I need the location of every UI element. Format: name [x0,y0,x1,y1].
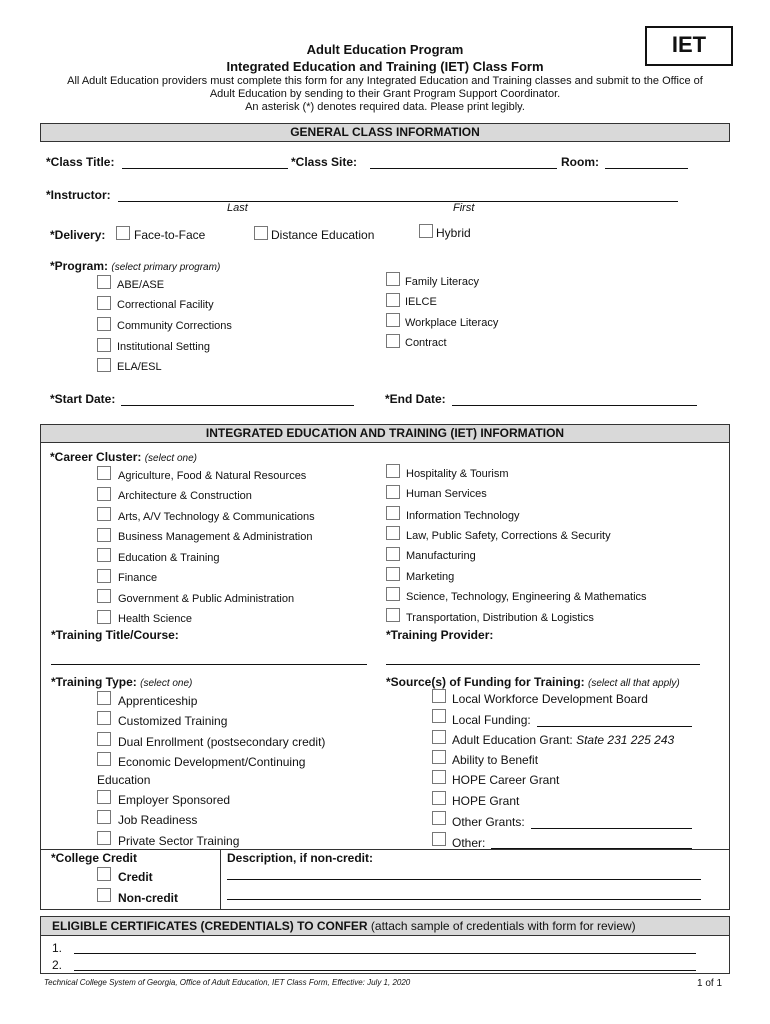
type-economic-label-wrap: Education [97,773,151,787]
description-label: Description, if non-credit: [227,851,374,865]
cluster-transportation-checkbox[interactable] [386,608,400,622]
cluster-business-checkbox[interactable] [97,528,111,542]
cluster-education-label: Education & Training [118,552,220,564]
program-ielce-label: IELCE [405,296,437,308]
funding-hope-career-checkbox[interactable] [432,770,446,784]
delivery-hybrid-label: Hybrid [436,226,471,240]
type-job-readiness-label: Job Readiness [118,813,198,827]
page-number: 1 of 1 [697,978,723,989]
program-workplace-checkbox[interactable] [386,313,400,327]
type-private-sector-label: Private Sector Training [118,834,240,848]
program-workplace-label: Workplace Literacy [405,317,499,329]
program-family-label: Family Literacy [405,276,479,288]
funding-workforce-label: Local Workforce Development Board [452,692,648,706]
funding-workforce-checkbox[interactable] [432,689,446,703]
room-field[interactable] [605,168,688,169]
type-economic-label: Economic Development/Continuing [118,755,306,769]
cluster-law-label: Law, Public Safety, Corrections & Security [406,530,611,542]
program-label: *Program: [50,259,109,273]
cluster-finance-label: Finance [118,572,158,584]
type-apprenticeship-checkbox[interactable] [97,691,111,705]
funding-other-grants-label: Other Grants: [452,815,525,829]
funding-hope-career-label: HOPE Career Grant [452,773,560,787]
program-heading [50,259,220,273]
cluster-finance-checkbox[interactable] [97,569,111,583]
cluster-stem-checkbox[interactable] [386,587,400,601]
cluster-health-checkbox[interactable] [97,610,111,624]
cluster-manufacturing-checkbox[interactable] [386,547,400,561]
delivery-distance-label: Distance Education [271,228,375,242]
description-line-1[interactable] [227,879,701,880]
intro-line-3: An asterisk (*) denotes required data. Please print legibly. [245,101,525,113]
cluster-government-label: Government & Public Administration [118,593,295,605]
funding-hope-grant-checkbox[interactable] [432,791,446,805]
first-name-caption: First [453,202,475,214]
funding-heading [386,675,680,689]
funding-ae-grant-numbers: State 231 225 243 [576,733,675,747]
program-ela-label: ELA/ESL [117,361,162,373]
cluster-arts-label: Arts, A/V Technology & Communications [118,511,315,523]
class-site-field[interactable] [370,168,557,169]
delivery-label: *Delivery: [50,228,106,242]
type-job-readiness-checkbox[interactable] [97,810,111,824]
cluster-health-label: Health Science [118,613,192,625]
funding-note: (select all that apply) [588,678,680,689]
cluster-human-services-label: Human Services [406,488,487,500]
type-private-sector-checkbox[interactable] [97,831,111,845]
cluster-agriculture-checkbox[interactable] [97,466,111,480]
funding-other-grants-checkbox[interactable] [432,811,446,825]
career-cluster-heading [50,450,197,464]
funding-label: *Source(s) of Funding for Training: [386,675,585,689]
program-family-checkbox[interactable] [386,272,400,286]
funding-hope-grant-label: HOPE Grant [452,794,520,808]
general-banner: GENERAL CLASS INFORMATION [40,123,730,142]
funding-ae-grant-label [452,733,674,747]
instructor-field[interactable] [118,201,678,202]
program-community-label: Community Corrections [117,320,232,332]
training-title-label: *Training Title/Course: [51,628,179,642]
form-subtitle: Integrated Education and Training (IET) Class Form [226,59,544,74]
program-abe-label: ABE/ASE [117,279,165,291]
delivery-face-checkbox[interactable] [116,226,130,240]
type-customized-label: Customized Training [118,714,228,728]
intro-line-1: All Adult Education providers must complete this form for any Integrated Education and Training classes and submit to the Office of [67,75,703,87]
cluster-arts-checkbox[interactable] [97,507,111,521]
cluster-it-label: Information Technology [406,510,520,522]
start-date-label: *Start Date: [50,392,116,406]
instructor-label: *Instructor: [46,188,111,202]
footer-text: Technical College System of Georgia, Office of Adult Education, IET Class Form, Effective: July 1, 2020 [44,978,411,987]
funding-ae-grant-text: Adult Education Grant: [452,733,577,747]
form-title: Adult Education Program [306,42,464,57]
program-contract-checkbox[interactable] [386,334,400,348]
class-title-field[interactable] [122,168,288,169]
credit-checkbox[interactable] [97,867,111,881]
program-institutional-label: Institutional Setting [117,341,210,353]
type-employer-checkbox[interactable] [97,790,111,804]
cluster-architecture-label: Architecture & Construction [118,490,252,502]
type-dual-enrollment-label: Dual Enrollment (postsecondary credit) [118,735,326,749]
program-ielce-checkbox[interactable] [386,293,400,307]
delivery-hybrid-checkbox[interactable] [419,224,433,238]
funding-other-label: Other: [452,836,486,850]
credit-table-divider [220,849,221,909]
program-abe-checkbox[interactable] [97,275,111,289]
cluster-law-checkbox[interactable] [386,526,400,540]
funding-other-checkbox[interactable] [432,832,446,846]
training-provider-field[interactable] [386,664,700,665]
end-date-label: *End Date: [385,392,446,406]
program-contract-label: Contract [405,337,447,349]
certificates-banner-title: ELIGIBLE CERTIFICATES (CREDENTIALS) TO CONFER [52,919,368,933]
certificate-row-1-label: 1. [52,941,63,955]
cluster-manufacturing-label: Manufacturing [406,550,476,562]
cluster-marketing-checkbox[interactable] [386,567,400,581]
type-customized-checkbox[interactable] [97,711,111,725]
training-title-field[interactable] [51,664,367,665]
cluster-hospitality-label: Hospitality & Tourism [406,468,509,480]
cluster-transportation-label: Transportation, Distribution & Logistics [406,612,594,624]
funding-local-field[interactable] [537,726,692,727]
end-date-field[interactable] [452,405,697,406]
cluster-government-checkbox[interactable] [97,589,111,603]
program-community-checkbox[interactable] [97,317,111,331]
type-economic-checkbox[interactable] [97,752,111,766]
cluster-human-services-checkbox[interactable] [386,485,400,499]
funding-ae-grant-checkbox[interactable] [432,730,446,744]
iet-banner: INTEGRATED EDUCATION AND TRAINING (IET) INFORMATION [40,424,730,443]
certificate-row-2-label: 2. [52,958,63,972]
program-institutional-checkbox[interactable] [97,338,111,352]
career-cluster-label: *Career Cluster: [50,450,142,464]
cluster-architecture-checkbox[interactable] [97,487,111,501]
class-title-label: *Class Title: [46,155,115,169]
intro-line-2: Adult Education by sending to their Grant Program Support Coordinator. [209,88,561,100]
non-credit-label: Non-credit [118,891,178,905]
funding-atb-checkbox[interactable] [432,750,446,764]
iet-badge: IET [645,26,733,66]
cluster-business-label: Business Management & Administration [118,531,313,543]
program-correctional-checkbox[interactable] [97,296,111,310]
last-name-caption: Last [227,202,248,214]
career-cluster-note: (select one) [144,453,197,464]
certificate-row-2-field[interactable] [74,970,696,971]
start-date-field[interactable] [121,405,354,406]
cluster-education-checkbox[interactable] [97,548,111,562]
type-employer-label: Employer Sponsored [118,793,231,807]
funding-local-checkbox[interactable] [432,709,446,723]
credit-table-top-rule [41,849,729,850]
training-type-label: *Training Type: [51,675,137,689]
training-provider-label: *Training Provider: [386,628,494,642]
funding-local-label: Local Funding: [452,713,531,727]
training-type-note: (select one) [140,678,193,689]
program-note: (select primary program) [111,262,221,273]
non-credit-checkbox[interactable] [97,888,111,902]
type-dual-enrollment-checkbox[interactable] [97,732,111,746]
cluster-marketing-label: Marketing [406,571,455,583]
credit-label: Credit [118,870,153,884]
funding-atb-label: Ability to Benefit [452,753,539,767]
delivery-distance-checkbox[interactable] [254,226,268,240]
program-correctional-label: Correctional Facility [117,299,214,311]
description-line-2[interactable] [227,899,701,900]
delivery-face-label: Face-to-Face [134,228,206,242]
certificates-banner-note: (attach sample of credentials with form for review) [367,919,636,933]
type-apprenticeship-label: Apprenticeship [118,694,198,708]
funding-other-grants-field[interactable] [531,828,692,829]
certificates-banner [52,919,636,933]
cluster-agriculture-label: Agriculture, Food & Natural Resources [118,470,307,482]
training-type-heading [51,675,192,689]
class-site-label: *Class Site: [291,155,358,169]
cluster-stem-label: Science, Technology, Engineering & Mathematics [406,591,647,603]
program-ela-checkbox[interactable] [97,358,111,372]
room-label: Room: [561,155,599,169]
cluster-hospitality-checkbox[interactable] [386,464,400,478]
cluster-it-checkbox[interactable] [386,506,400,520]
college-credit-label: *College Credit [51,851,138,865]
certificate-row-1-field[interactable] [74,953,696,954]
